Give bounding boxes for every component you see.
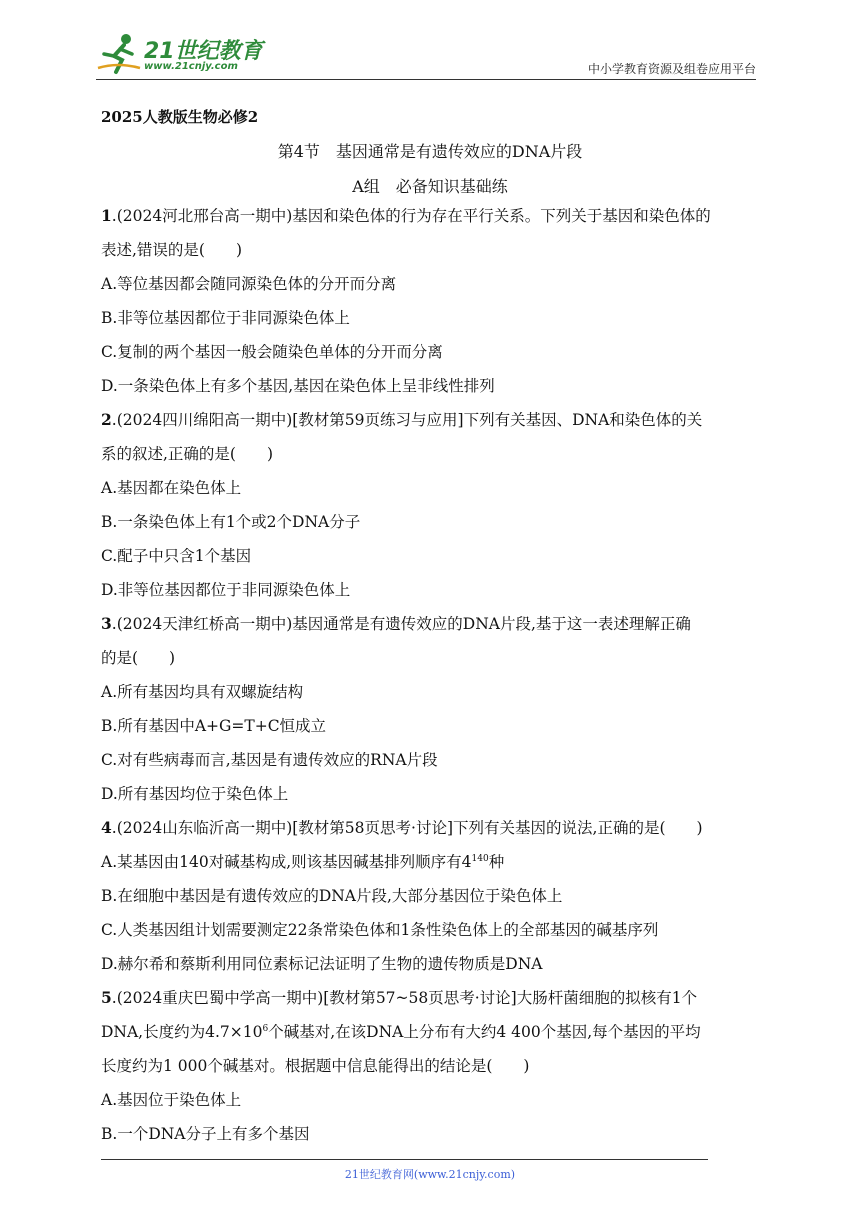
question-1-option-d: D.一条染色体上有多个基因,基因在染色体上呈非线性排列 [101,377,495,395]
question-1-option-b: B.非等位基因都位于非同源染色体上 [101,309,350,327]
question-2-option-d: D.非等位基因都位于非同源染色体上 [101,581,351,599]
question-3-option-b: B.所有基因中A+G=T+C恒成立 [101,717,327,735]
question-3-option-d: D.所有基因均位于染色体上 [101,785,289,803]
option-text: A.某基因由140对碱基构成,则该基因碱基排列顺序有4 [101,853,472,871]
footer-link[interactable]: 21世纪教育网(www.21cnjy.com) [344,1168,516,1181]
question-4-option-b: B.在细胞中基因是有遗传效应的DNA片段,大部分基因位于染色体上 [101,887,563,905]
question-3-stem-cont: 的是( ) [101,649,176,667]
page-header [96,30,756,80]
question-1-option-c: C.复制的两个基因一般会随染色单体的分开而分离 [101,343,443,361]
question-2-stem-cont: 系的叙述,正确的是( ) [101,445,274,463]
question-5-option-b: B.一个DNA分子上有多个基因 [101,1125,310,1143]
stem-text-tail: 个碱基对,在该DNA上分布有大约4 400个基因,每个基因的平均 [268,1023,701,1041]
question-4-option-c: C.人类基因组计划需要测定22条常染色体和1条性染色体上的全部基因的碱基序列 [101,921,659,939]
question-number: 1 [101,206,112,225]
question-number: 4 [101,818,112,837]
group-title: A组 必备知识基础练 [352,177,508,196]
book-title: 2025人教版生物必修2 [101,108,259,126]
question-text: .(2024重庆巴蜀中学高一期中)[教材第57~58页思考·讨论]大肠杆菌细胞的拟核有1个 [111,989,698,1007]
logo[interactable] [96,30,266,78]
question-text: .(2024河北邢台高一期中)基因和染色体的行为存在平行关系。下列关于基因和染色体的 [111,207,711,225]
question-5-stem [101,988,697,1008]
header-divider [96,79,756,80]
question-1-stem [101,206,711,226]
question-1-option-a: A.等位基因都会随同源染色体的分开而分离 [101,275,397,293]
question-5-option-a: A.基因位于染色体上 [101,1091,242,1109]
question-text: .(2024山东临沂高一期中)[教材第58页思考·讨论]下列有关基因的说法,正确的是( ) [111,819,703,837]
question-3-option-c: C.对有些病毒而言,基因是有遗传效应的RNA片段 [101,751,438,769]
logo-url: www.21cnjy.com [144,61,238,72]
question-number: 3 [101,614,112,633]
question-2-option-c: C.配子中只含1个基因 [101,547,252,565]
runner-logo-icon [96,32,142,76]
question-2-stem [101,410,702,430]
question-text: .(2024四川绵阳高一期中)[教材第59页练习与应用]下列有关基因、DNA和染色体的关 [111,411,703,429]
question-5-stem-cont [101,1022,701,1042]
question-number: 2 [101,410,112,429]
question-1-stem-cont: 表述,错误的是( ) [101,241,243,259]
section-title: 第4节 基因通常是有遗传效应的DNA片段 [277,142,583,161]
question-2-option-b: B.一条染色体上有1个或2个DNA分子 [101,513,361,531]
question-5-stem-cont-2: 长度约为1 000个碱基对。根据题中信息能得出的结论是( ) [101,1057,530,1075]
question-number: 5 [101,988,112,1007]
question-text: .(2024天津红桥高一期中)基因通常是有遗传效应的DNA片段,基于这一表述理解正确 [111,615,691,633]
question-4-stem [101,818,703,838]
exponent: 140 [471,854,489,864]
stem-text: DNA,长度约为4.7×10 [101,1023,263,1041]
question-2-option-a: A.基因都在染色体上 [101,479,242,497]
option-text-tail: 种 [488,853,505,871]
exponent: 6 [262,1024,269,1034]
question-3-stem [101,614,691,634]
question-3-option-a: A.所有基因均具有双螺旋结构 [101,683,304,701]
footer-divider [101,1159,708,1160]
header-tagline: 中小学教育资源及组卷应用平台 [587,62,756,76]
question-4-option-a [101,852,504,872]
logo-text: 21世纪教育 [144,39,263,64]
question-4-option-d: D.赫尔希和蔡斯利用同位素标记法证明了生物的遗传物质是DNA [101,955,543,973]
